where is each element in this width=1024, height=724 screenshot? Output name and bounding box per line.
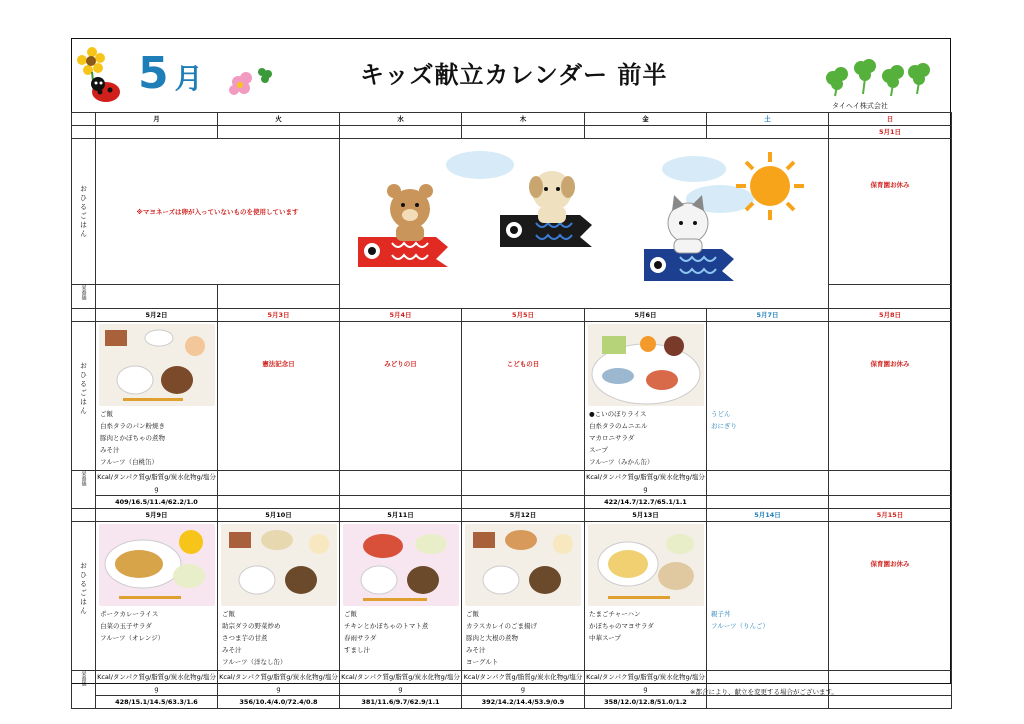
week2-date-row: [72, 309, 952, 322]
menu-calendar-table: [71, 112, 952, 709]
nutrition-values: 409/16.5/11.4/62.2/1.0: [96, 496, 218, 509]
sunflower-ladybug-icon: [76, 46, 132, 108]
week1-lunch-row: [72, 139, 952, 285]
date-may-7: 5月7日: [707, 309, 829, 322]
nutrition-values: 422/14.7/12.7/65.1/1.1: [585, 496, 707, 509]
weekday-wed: 水: [340, 113, 462, 126]
may-6-cell: [585, 322, 707, 471]
menu-list: ご飯 白糸タラのパン粉焼き 豚肉とかぼちゃの煮物 みそ汁 フルーツ（白桃缶）: [100, 410, 165, 466]
week2-lunch-row: [72, 322, 952, 471]
may-4-cell: みどりの日: [340, 322, 462, 471]
menu-list: うどん おにぎり: [711, 410, 737, 430]
meal-photo: [465, 524, 581, 606]
flower-butterfly-icon: [228, 64, 274, 100]
lunch-side-label: おひるごはん: [79, 362, 88, 416]
may-15-cell: 保育園お休み: [829, 522, 952, 671]
date-may-2: 5月2日: [96, 309, 218, 322]
may-14-cell: [707, 522, 829, 671]
may-10-cell: [218, 522, 340, 671]
may-1-holiday-text: 保育園お休み: [870, 181, 910, 189]
date-may-1: 5月1日: [829, 126, 952, 139]
date-may-14: 5月14日: [707, 509, 829, 522]
weekday-sat: 土: [707, 113, 829, 126]
month-unit: 月: [174, 62, 203, 95]
menu-list: たまごチャーハン かぼちゃのマヨサラダ 中華スープ: [589, 610, 654, 642]
date-may-4: 5月4日: [340, 309, 462, 322]
nutrition-label: Kcal/タンパク質g/脂質g/炭水化物g/塩分g: [96, 471, 218, 496]
menu-list: ●こいのぼりライス 白糸タラのムニエル マカロニサラダ スープ フルーツ（みかん缶）: [589, 410, 654, 466]
week3-lunch-row: [72, 522, 952, 671]
clover-icon: [823, 58, 933, 98]
footer-note: ※都合により、献立を変更する場合がございます。: [690, 688, 838, 696]
may-2-cell: [96, 322, 218, 471]
date-may-3: 5月3日: [218, 309, 340, 322]
weekday-mon: 月: [96, 113, 218, 126]
mayonnaise-notice-cell: [96, 139, 340, 285]
weekday-fri: 金: [585, 113, 707, 126]
may-8-cell: 保育園お休み: [829, 322, 952, 471]
menu-list: ご飯 チキンとかぼちゃのトマト煮 春雨サラダ すまし汁: [344, 610, 429, 654]
lunch-side-label: おひるごはん: [79, 562, 88, 616]
weekday-thu: 木: [462, 113, 585, 126]
nutrition-label: Kcal/タンパク質g/脂質g/炭水化物g/塩分g: [585, 671, 707, 696]
week2-nutrition-values-row: [72, 496, 952, 509]
weekday-tue: 火: [218, 113, 340, 126]
meal-photo: [99, 524, 215, 606]
week1-date-row: [72, 126, 952, 139]
week3-date-row: [72, 509, 952, 522]
nutrition-values: 381/11.6/9.7/62.9/1.1: [340, 696, 462, 709]
menu-list: ご飯 カラスカレイのごま揚げ 豚肉と大根の煮物 みそ汁 ヨーグルト: [466, 610, 537, 666]
may-11-cell: [340, 522, 462, 671]
meal-photo: [588, 524, 704, 606]
mayonnaise-notice: ※マヨネーズは卵が入っていないものを使用しています: [136, 207, 299, 216]
date-may-9: 5月9日: [96, 509, 218, 522]
lunch-side-label: おひるごはん: [72, 139, 96, 285]
date-may-5: 5月5日: [462, 309, 585, 322]
date-may-15: 5月15日: [829, 509, 952, 522]
nutrition-values: 356/10.4/4.0/72.4/0.8: [218, 696, 340, 709]
nutrition-side-label: 栄養価: [80, 671, 87, 686]
date-may-10: 5月10日: [218, 509, 340, 522]
nutrition-values: 358/12.0/12.8/51.0/1.2: [585, 696, 707, 709]
date-may-11: 5月11日: [340, 509, 462, 522]
menu-list: ポークカレーライス 白菜の玉子サラダ フルーツ（オレンジ）: [100, 610, 165, 642]
may-9-cell: [96, 522, 218, 671]
may-7-cell: [707, 322, 829, 471]
menu-list: ご飯 助宗ダラの野菜炒め さつま芋の甘煮 みそ汁 フルーツ（洋なし缶）: [222, 610, 287, 666]
date-may-13: 5月13日: [585, 509, 707, 522]
nutrition-label: Kcal/タンパク質g/脂質g/炭水化物g/塩分g: [218, 671, 340, 696]
nutrition-label: Kcal/タンパク質g/脂質g/炭水化物g/塩分g: [340, 671, 462, 696]
date-may-12: 5月12日: [462, 509, 585, 522]
may-13-cell: [585, 522, 707, 671]
may-3-cell: 憲法記念日: [218, 322, 340, 471]
menu-list: 親子丼 フルーツ（りんご）: [711, 610, 769, 630]
corner-cell: [72, 113, 96, 126]
may-12-cell: [462, 522, 585, 671]
nutrition-label: Kcal/タンパク質g/脂質g/炭水化物g/塩分g: [462, 671, 585, 696]
nutrition-values: 392/14.2/14.4/53.9/0.9: [462, 696, 585, 709]
may-5-cell: こどもの日: [462, 322, 585, 471]
may-1-cell: [829, 139, 952, 285]
nutrition-values: 428/15.1/14.5/63.3/1.6: [96, 696, 218, 709]
weekday-sun: 日: [829, 113, 952, 126]
nutrition-side-label: 栄養価: [80, 471, 87, 486]
week2-nutrition-row: [72, 471, 952, 496]
page-title: キッズ献立カレンダー 前半: [360, 61, 668, 89]
date-may-8: 5月8日: [829, 309, 952, 322]
sun-icon: [734, 150, 806, 222]
meal-photo: [343, 524, 459, 606]
company-name: タイヘイ株式会社: [832, 102, 888, 110]
nutrition-side-label: 栄養価: [72, 285, 96, 309]
month-heading: [138, 48, 203, 99]
weekday-header-row: [72, 113, 952, 126]
week3-nutrition-values-row: [72, 696, 952, 709]
date-may-6: 5月6日: [585, 309, 707, 322]
meal-photo: [99, 324, 215, 406]
nutrition-label: Kcal/タンパク質g/脂質g/炭水化物g/塩分g: [96, 671, 218, 696]
meal-photo: [221, 524, 337, 606]
meal-photo: [588, 324, 704, 406]
nutrition-label: Kcal/タンパク質g/脂質g/炭水化物g/塩分g: [585, 471, 707, 496]
month-number: 5: [138, 48, 169, 99]
